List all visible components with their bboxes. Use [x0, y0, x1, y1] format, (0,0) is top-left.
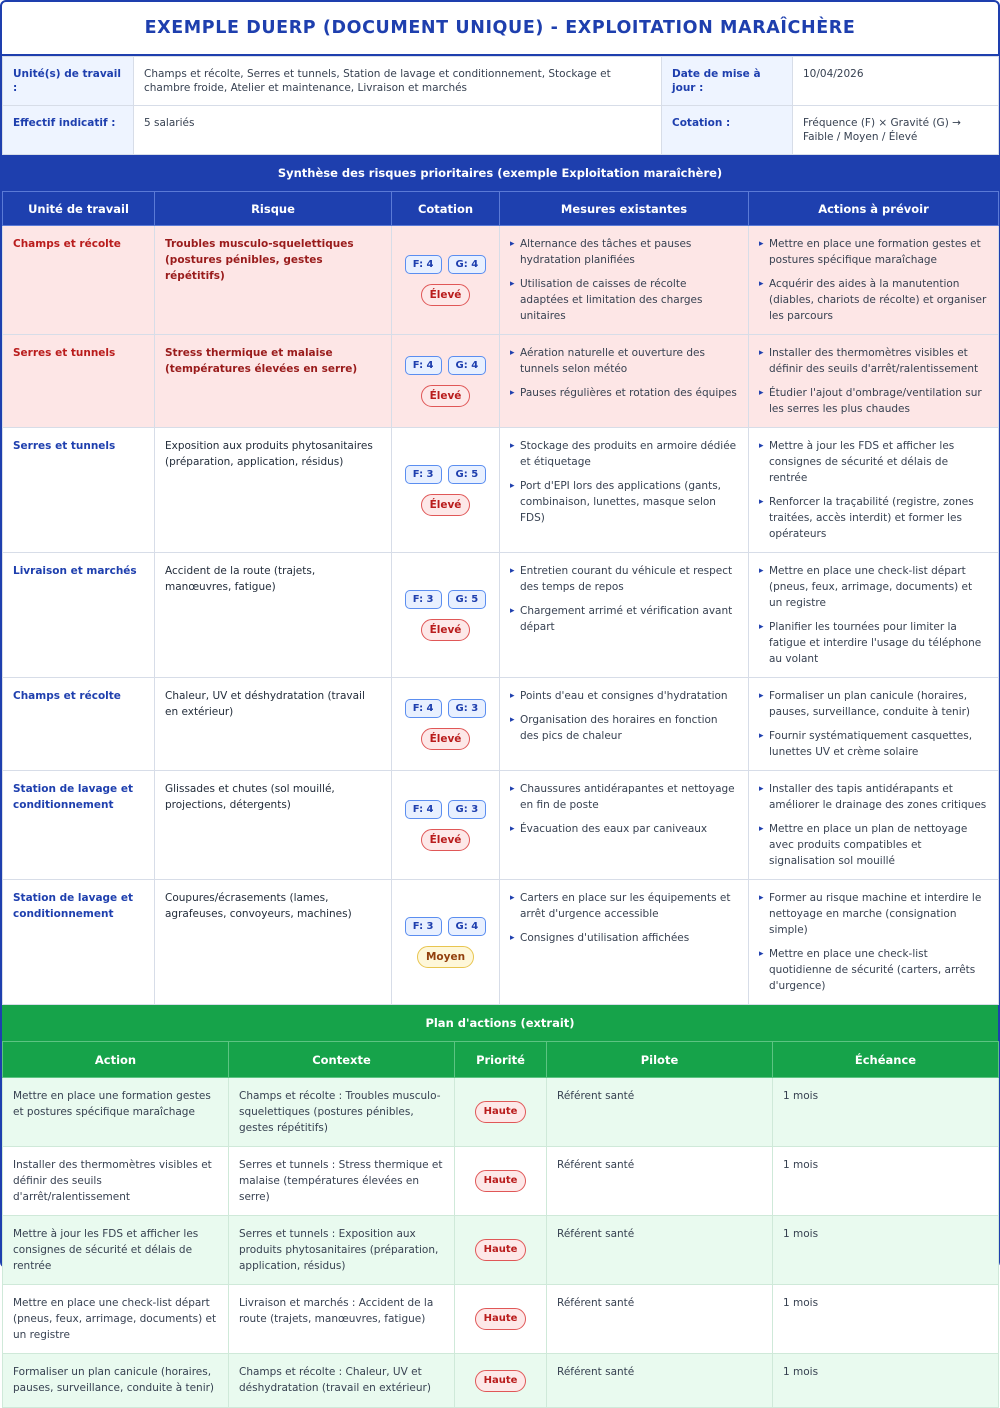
- col-risk: Risque: [155, 192, 392, 226]
- measures-cell: [500, 880, 749, 1005]
- unit-name: Champs et récolte: [13, 238, 121, 250]
- risk-row: [3, 335, 999, 428]
- risk-cell: [155, 678, 392, 771]
- priority-badge: Haute: [475, 1239, 527, 1261]
- risk-row: [3, 553, 999, 678]
- measures-cell: [500, 771, 749, 880]
- gravity-badge: G: 3: [448, 699, 487, 718]
- cotation-cell: [392, 553, 500, 678]
- plan-deadline: 1 mois: [773, 1078, 999, 1147]
- col-action: Action: [3, 1042, 229, 1078]
- unit-name: Serres et tunnels: [13, 440, 116, 452]
- unit-name: Livraison et marchés: [13, 565, 137, 577]
- risk-row: [3, 678, 999, 771]
- plan-action: Mettre à jour les FDS et afficher les consignes de sécurité et délais de rentrée: [3, 1216, 229, 1285]
- plan-action: Mettre en place une formation gestes et postures spécifique maraîchage: [3, 1078, 229, 1147]
- cotation-cell: [392, 771, 500, 880]
- measure-item: ▸ Chargement arrimé et vérification avant départ: [510, 603, 738, 635]
- measure-item: ▸ Utilisation de caisses de récolte adaptées et limitation des charges unitaires: [510, 276, 738, 324]
- plan-pilot: Référent santé: [547, 1354, 773, 1408]
- effectif-value: 5 salariés: [134, 106, 662, 155]
- priority-cell: [455, 1216, 547, 1285]
- actions-cell: [749, 678, 999, 771]
- risk-level-badge: Élevé: [421, 494, 471, 516]
- unit-cell: [3, 553, 155, 678]
- risk-row: [3, 226, 999, 335]
- risk-name: Troubles musculo-squelettiques (postures pénibles, gestes répétitifs): [165, 238, 354, 282]
- priority-badge: Haute: [475, 1370, 527, 1392]
- action-item: ▸ Mettre en place une check-list départ (pneus, feux, arrimage, documents) et un registre: [759, 563, 988, 611]
- frequency-badge: F: 4: [405, 800, 442, 819]
- priority-badge: Haute: [475, 1170, 527, 1192]
- action-item: ▸ Fournir systématiquement casquettes, lunettes UV et crème solaire: [759, 728, 988, 760]
- plan-context: Serres et tunnels : Exposition aux produits phytosanitaires (préparation, application, résidus): [229, 1216, 455, 1285]
- gravity-badge: G: 3: [448, 800, 487, 819]
- gravity-badge: G: 5: [448, 465, 487, 484]
- priority-badge: Haute: [475, 1101, 527, 1123]
- risk-level-badge: Moyen: [417, 946, 474, 968]
- frequency-badge: F: 3: [405, 465, 442, 484]
- action-item: ▸ Installer des thermomètres visibles et définir des seuils d'arrêt/ralentissement: [759, 345, 988, 377]
- unit-name: Station de lavage et conditionnement: [13, 783, 133, 811]
- risk-level-badge: Élevé: [421, 385, 471, 407]
- unit-cell: [3, 678, 155, 771]
- col-actions: Actions à prévoir: [749, 192, 999, 226]
- frequency-badge: F: 4: [405, 255, 442, 274]
- risk-cell: [155, 553, 392, 678]
- cotation-cell: [392, 428, 500, 553]
- actions-cell: [749, 880, 999, 1005]
- measures-cell: [500, 678, 749, 771]
- risk-level-badge: Élevé: [421, 284, 471, 306]
- date-label: Date de mise à jour :: [662, 57, 793, 106]
- col-pilot: Pilote: [547, 1042, 773, 1078]
- cotation-cell: [392, 880, 500, 1005]
- units-value: Champs et récolte, Serres et tunnels, Station de lavage et conditionnement, Stockage et chambre froide, Atelier et maintenance, Livraison et marchés: [134, 57, 662, 106]
- unit-name: Champs et récolte: [13, 690, 121, 702]
- action-item: ▸ Installer des tapis antidérapants et améliorer le drainage des zones critiques: [759, 781, 988, 813]
- plan-context: Livraison et marchés : Accident de la route (trajets, manœuvres, fatigue): [229, 1285, 455, 1354]
- actions-cell: [749, 771, 999, 880]
- priority-cell: [455, 1285, 547, 1354]
- gravity-badge: G: 4: [448, 356, 487, 375]
- actions-cell: [749, 553, 999, 678]
- gravity-badge: G: 4: [448, 255, 487, 274]
- plan-action: Mettre en place une check-list départ (pneus, feux, arrimage, documents) et un registre: [3, 1285, 229, 1354]
- unit-cell: [3, 335, 155, 428]
- unit-cell: [3, 428, 155, 553]
- measure-item: ▸ Stockage des produits en armoire dédiée et étiquetage: [510, 438, 738, 470]
- frequency-badge: F: 4: [405, 699, 442, 718]
- action-item: ▸ Mettre en place une formation gestes et postures spécifique maraîchage: [759, 236, 988, 268]
- measure-item: ▸ Chaussures antidérapantes et nettoyage en fin de poste: [510, 781, 738, 813]
- frequency-badge: F: 4: [405, 356, 442, 375]
- measure-item: ▸ Carters en place sur les équipements et arrêt d'urgence accessible: [510, 890, 738, 922]
- unit-name: Serres et tunnels: [13, 347, 116, 359]
- risk-name: Exposition aux produits phytosanitaires (préparation, application, résidus): [165, 440, 373, 468]
- risk-level-badge: Élevé: [421, 728, 471, 750]
- plan-row: [3, 1285, 999, 1354]
- priority-cell: [455, 1078, 547, 1147]
- risk-cell: [155, 771, 392, 880]
- risk-cell: [155, 428, 392, 553]
- plan-context: Champs et récolte : Troubles musculo-squelettiques (postures pénibles, gestes répétitifs): [229, 1078, 455, 1147]
- plan-row: [3, 1216, 999, 1285]
- plan-deadline: 1 mois: [773, 1285, 999, 1354]
- synthesis-heading: Synthèse des risques prioritaires (exemple Exploitation maraîchère): [2, 155, 998, 191]
- col-cotation: Cotation: [392, 192, 500, 226]
- cotation-cell: [392, 678, 500, 771]
- gravity-badge: G: 5: [448, 590, 487, 609]
- unit-cell: [3, 771, 155, 880]
- plan-pilot: Référent santé: [547, 1216, 773, 1285]
- plan-deadline: 1 mois: [773, 1354, 999, 1408]
- risk-name: Coupures/écrasements (lames, agrafeuses, convoyeurs, machines): [165, 892, 352, 920]
- measure-item: ▸ Aération naturelle et ouverture des tunnels selon météo: [510, 345, 738, 377]
- risk-row: [3, 428, 999, 553]
- gravity-badge: G: 4: [448, 917, 487, 936]
- risk-level-badge: Élevé: [421, 619, 471, 641]
- unit-cell: [3, 226, 155, 335]
- measure-item: ▸ Pauses régulières et rotation des équipes: [510, 385, 738, 401]
- plan-pilot: Référent santé: [547, 1147, 773, 1216]
- actions-cell: [749, 335, 999, 428]
- unit-name: Station de lavage et conditionnement: [13, 892, 133, 920]
- action-item: ▸ Formaliser un plan canicule (horaires, pauses, surveillance, conduite à tenir): [759, 688, 988, 720]
- priority-cell: [455, 1147, 547, 1216]
- unit-cell: [3, 880, 155, 1005]
- col-unit: Unité de travail: [3, 192, 155, 226]
- col-context: Contexte: [229, 1042, 455, 1078]
- risk-table: [2, 191, 999, 1005]
- col-measures: Mesures existantes: [500, 192, 749, 226]
- priority-cell: [455, 1354, 547, 1408]
- frequency-badge: F: 3: [405, 917, 442, 936]
- cotation-label: Cotation :: [662, 106, 793, 155]
- plan-action: Installer des thermomètres visibles et définir des seuils d'arrêt/ralentissement: [3, 1147, 229, 1216]
- cotation-cell: [392, 226, 500, 335]
- measure-item: ▸ Organisation des horaires en fonction des pics de chaleur: [510, 712, 738, 744]
- action-item: ▸ Mettre en place un plan de nettoyage avec produits compatibles et signalisation sol mouillé: [759, 821, 988, 869]
- action-item: ▸ Mettre à jour les FDS et afficher les consignes de sécurité et délais de rentrée: [759, 438, 988, 486]
- measures-cell: [500, 428, 749, 553]
- col-priority: Priorité: [455, 1042, 547, 1078]
- date-value: 10/04/2026: [793, 57, 999, 106]
- measure-item: ▸ Consignes d'utilisation affichées: [510, 930, 738, 946]
- units-label: Unité(s) de travail :: [3, 57, 134, 106]
- plan-pilot: Référent santé: [547, 1078, 773, 1147]
- risk-row: [3, 771, 999, 880]
- measures-cell: [500, 226, 749, 335]
- plan-row: [3, 1354, 999, 1408]
- action-item: ▸ Étudier l'ajout d'ombrage/ventilation sur les serres les plus chaudes: [759, 385, 988, 417]
- frequency-badge: F: 3: [405, 590, 442, 609]
- measures-cell: [500, 553, 749, 678]
- plan-pilot: Référent santé: [547, 1285, 773, 1354]
- risk-row: [3, 880, 999, 1005]
- plan-table: [2, 1041, 999, 1408]
- actions-cell: [749, 428, 999, 553]
- effectif-label: Effectif indicatif :: [3, 106, 134, 155]
- priority-badge: Haute: [475, 1308, 527, 1330]
- risk-name: Glissades et chutes (sol mouillé, projections, détergents): [165, 783, 335, 811]
- measures-cell: [500, 335, 749, 428]
- measure-item: ▸ Évacuation des eaux par caniveaux: [510, 821, 738, 837]
- measure-item: ▸ Port d'EPI lors des applications (gants, combinaison, lunettes, masque selon FDS): [510, 478, 738, 526]
- info-table: [2, 56, 999, 155]
- risk-level-badge: Élevé: [421, 829, 471, 851]
- col-deadline: Échéance: [773, 1042, 999, 1078]
- risk-name: Chaleur, UV et déshydratation (travail en extérieur): [165, 690, 365, 718]
- plan-heading: Plan d'actions (extrait): [2, 1005, 998, 1041]
- actions-cell: [749, 226, 999, 335]
- risk-cell: [155, 226, 392, 335]
- page-title: EXEMPLE DUERP (DOCUMENT UNIQUE) - EXPLOITATION MARAÎCHÈRE: [2, 2, 998, 56]
- action-item: ▸ Renforcer la traçabilité (registre, zones traitées, accès interdit) et former les opérateurs: [759, 494, 988, 542]
- action-item: ▸ Planifier les tournées pour limiter la fatigue et interdire l'usage du téléphone au volant: [759, 619, 988, 667]
- plan-deadline: 1 mois: [773, 1147, 999, 1216]
- plan-row: [3, 1078, 999, 1147]
- cotation-value: Fréquence (F) × Gravité (G) → Faible / Moyen / Élevé: [793, 106, 999, 155]
- measure-item: ▸ Entretien courant du véhicule et respect des temps de repos: [510, 563, 738, 595]
- risk-name: Accident de la route (trajets, manœuvres, fatigue): [165, 565, 316, 593]
- risk-cell: [155, 335, 392, 428]
- action-item: ▸ Acquérir des aides à la manutention (diables, chariots de récolte) et organiser les parcours: [759, 276, 988, 324]
- cotation-cell: [392, 335, 500, 428]
- plan-context: Champs et récolte : Chaleur, UV et déshydratation (travail en extérieur): [229, 1354, 455, 1408]
- action-item: ▸ Mettre en place une check-list quotidienne de sécurité (carters, arrêts d'urgence): [759, 946, 988, 994]
- plan-row: [3, 1147, 999, 1216]
- plan-context: Serres et tunnels : Stress thermique et malaise (températures élevées en serre): [229, 1147, 455, 1216]
- measure-item: ▸ Points d'eau et consignes d'hydratation: [510, 688, 738, 704]
- action-item: ▸ Former au risque machine et interdire le nettoyage en marche (consignation simple): [759, 890, 988, 938]
- risk-name: Stress thermique et malaise (températures élevées en serre): [165, 347, 358, 375]
- risk-cell: [155, 880, 392, 1005]
- measure-item: ▸ Alternance des tâches et pauses hydratation planifiées: [510, 236, 738, 268]
- plan-deadline: 1 mois: [773, 1216, 999, 1285]
- plan-action: Formaliser un plan canicule (horaires, pauses, surveillance, conduite à tenir): [3, 1354, 229, 1408]
